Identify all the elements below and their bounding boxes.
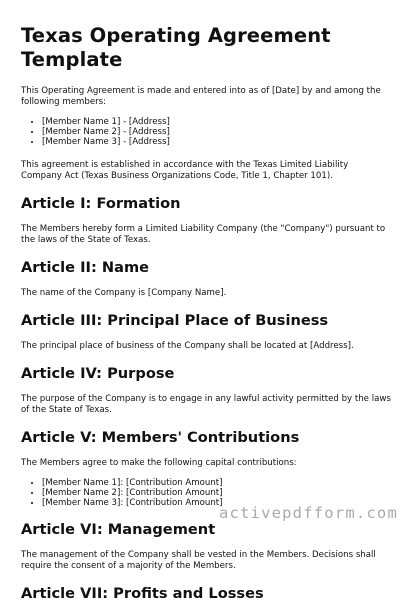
established-paragraph: This agreement is established in accordance with the Texas Limited Liability Company Act (Texas Business Organizations Code, Title 1, Chapter 101). <box>21 160 349 181</box>
list-item: • [Member Name 2] - [Address] <box>42 127 391 137</box>
list-item: • [Member Name 1]: [Contribution Amount] <box>42 478 391 488</box>
members-list <box>21 117 391 147</box>
article-heading: Article VII: Profits and Losses <box>21 585 264 602</box>
list-item: • [Member Name 1] - [Address] <box>42 117 391 127</box>
list-item: • [Member Name 2]: [Contribution Amount] <box>42 488 391 498</box>
article-body: The management of the Company shall be vested in the Members. Decisions shall require the consent of a majority of the Members. <box>21 550 376 571</box>
article-body: The purpose of the Company is to engage in any lawful activity permitted by the laws of the State of Texas. <box>21 394 391 415</box>
article-heading: Article VI: Management <box>21 521 216 538</box>
list-item: • [Member Name 3] - [Address] <box>42 137 391 147</box>
list-item: • [Member Name 3]: [Contribution Amount] <box>42 498 391 508</box>
intro-paragraph: This Operating Agreement is made and entered into as of [Date] by and among the following members: <box>21 86 381 107</box>
article-heading: Article I: Formation <box>21 195 181 212</box>
article-body: The Members hereby form a Limited Liability Company (the "Company") pursuant to the laws of the State of Texas. <box>21 224 386 245</box>
article-heading: Article II: Name <box>21 259 150 276</box>
article-heading: Article V: Members' Contributions <box>21 429 300 446</box>
article-body: The principal place of business of the Company shall be located at [Address]. <box>21 341 354 351</box>
document-page <box>21 24 391 614</box>
article-heading: Article III: Principal Place of Business <box>21 312 329 329</box>
article-body: The Members agree to make the following capital contributions: <box>21 458 297 468</box>
article-heading: Article IV: Purpose <box>21 365 175 382</box>
watermark: activepdfform.com <box>218 504 398 522</box>
article-body: The name of the Company is [Company Name]. <box>21 288 227 298</box>
document-title: Texas Operating Agreement Template <box>21 24 331 71</box>
